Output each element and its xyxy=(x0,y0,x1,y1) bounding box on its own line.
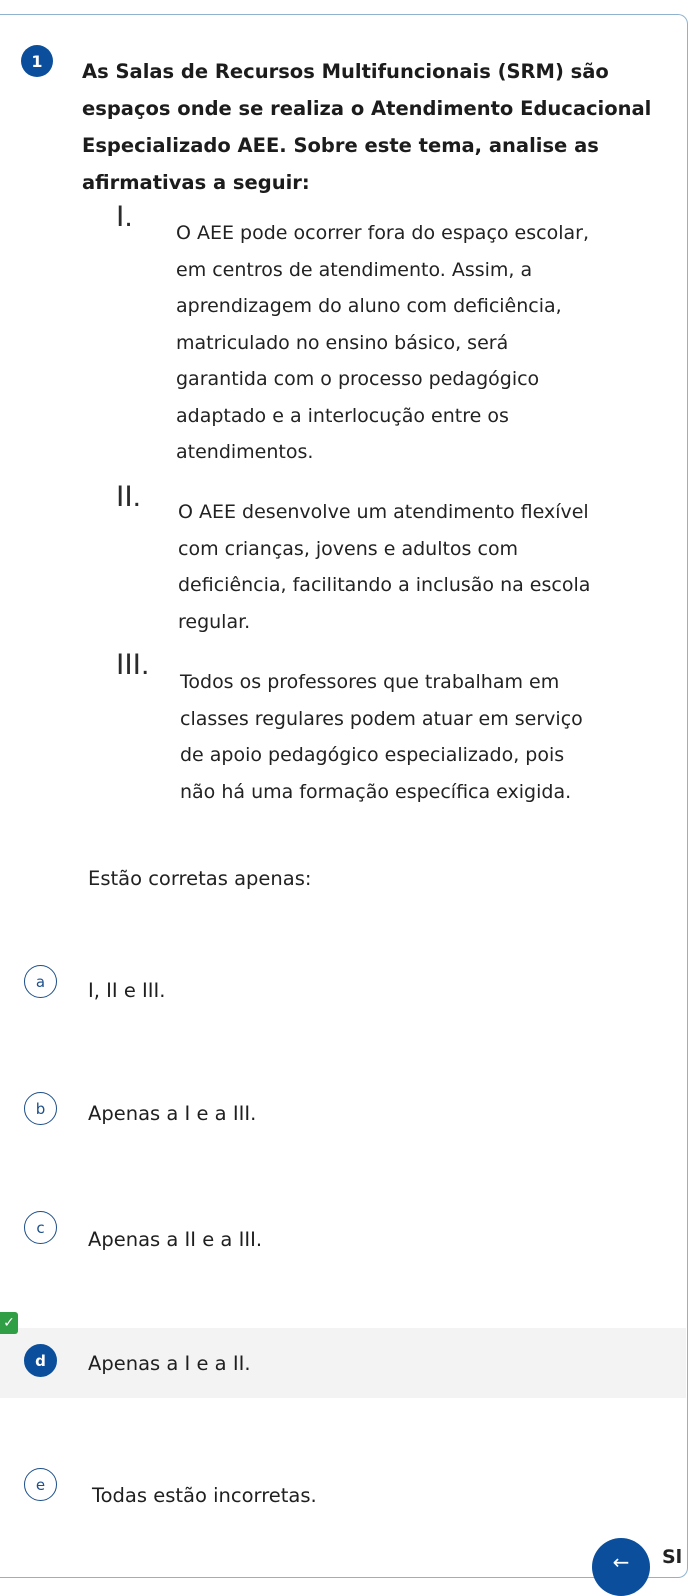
option-c-text: Apenas a II e a III. xyxy=(88,1228,263,1251)
question-prompt: Estão corretas apenas: xyxy=(88,867,312,890)
option-e-letter: e xyxy=(24,1468,57,1501)
arrow-left-icon: ← xyxy=(612,1550,630,1574)
option-c-letter: c xyxy=(24,1211,57,1244)
statement-3-numeral: III. xyxy=(116,648,150,681)
option-e-text: Todas estão incorretas. xyxy=(92,1484,317,1507)
statement-1-text: O AEE pode ocorrer fora do espaço escolar, em centros de atendimento. Assim, a aprendizagem do aluno com deficiência, matriculado no ensino básico, será garantida com o processo pedagógico adaptado e a interlocução entre os atendimentos. xyxy=(176,222,589,463)
option-d[interactable] xyxy=(0,1328,686,1398)
option-e[interactable] xyxy=(0,1458,686,1528)
statement-3-text: Todos os professores que trabalham em classes regulares podem atuar em serviço de apoio pedagógico especializado, pois não há uma formação específica exigida. xyxy=(180,671,583,803)
statement-2-text: O AEE desenvolve um atendimento flexível com crianças, jovens e adultos com deficiência, facilitando a inclusão na escola regular. xyxy=(178,501,591,633)
question-number-badge: 1 xyxy=(21,45,53,77)
option-d-text: Apenas a I e a II. xyxy=(88,1352,251,1375)
option-d-letter: d xyxy=(24,1344,57,1377)
option-b[interactable] xyxy=(0,1082,686,1152)
option-a-letter: a xyxy=(24,965,57,998)
option-c[interactable] xyxy=(0,1200,686,1270)
correct-check-icon: ✓ xyxy=(0,1312,18,1334)
back-button[interactable] xyxy=(592,1538,650,1596)
statement-2-numeral: II. xyxy=(116,480,142,513)
option-b-text: Apenas a I e a III. xyxy=(88,1102,257,1125)
option-b-letter: b xyxy=(24,1092,57,1125)
statement-1-numeral: I. xyxy=(116,200,133,233)
option-a[interactable] xyxy=(0,957,686,1027)
next-button-label[interactable]: Sl xyxy=(662,1546,683,1568)
option-a-text: I, II e III. xyxy=(88,979,166,1002)
question-stem: As Salas de Recursos Multifuncionais (SRM) são espaços onde se realiza o Atendimento Educacional Especializado AEE. Sobre este tema, analise as afirmativas a seguir: xyxy=(82,60,652,194)
